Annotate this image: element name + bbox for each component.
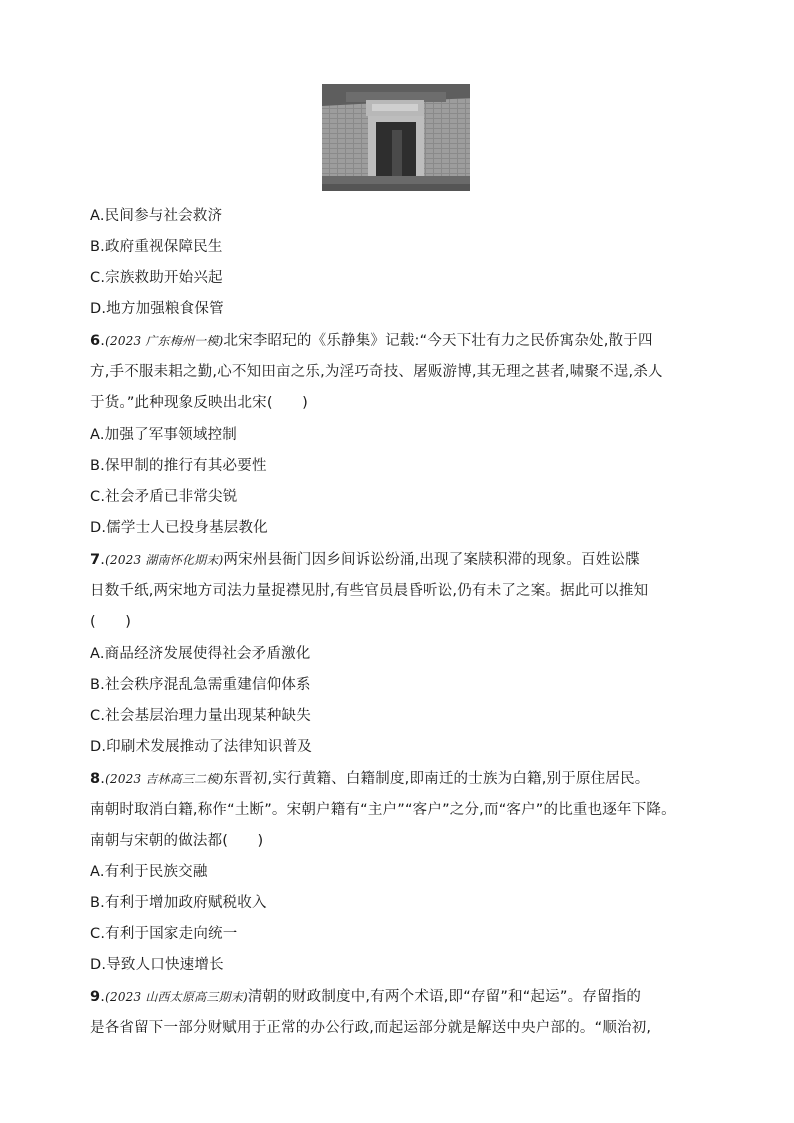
q5-option-a: A.民间参与社会救济 xyxy=(90,208,223,224)
q8-stem-line2: 南朝时取消白籍,称作“土断”。宋朝户籍有“主户”“客户”之分,而“客户”的比重也逐年下降。 xyxy=(90,802,676,818)
q8-number: 8 xyxy=(90,771,101,787)
q8-option-a: A.有利于民族交融 xyxy=(90,864,208,880)
q8-source: (2023 吉林高三二模) xyxy=(105,772,224,786)
q8-stem-line1: 8.(2023 吉林高三二模)东晋初,实行黄籍、白籍制度,即南迁的士族为白籍,别于原住居民。 xyxy=(90,771,650,787)
q8-option-b: B.有利于增加政府赋税收入 xyxy=(90,895,267,911)
q9-source: (2023 山西太原高三期末) xyxy=(105,990,248,1004)
q5-option-d: D.地方加强粮食保管 xyxy=(90,301,224,317)
q9-number: 9 xyxy=(90,989,101,1005)
q7-option-b: B.社会秩序混乱急需重建信仰体系 xyxy=(90,677,311,693)
q7-stem-line2: 日数千纸,两宋地方司法力量捉襟见肘,有些官员晨昏听讼,仍有未了之案。据此可以推知 xyxy=(90,583,649,599)
q6-option-a: A.加强了军事领域控制 xyxy=(90,427,237,443)
q7-stem-line1: 7.(2023 湖南怀化期末)两宋州县衙门因乡间诉讼纷涌,出现了案牍积滞的现象。百姓讼牒 xyxy=(90,552,640,568)
q7-option-a: A.商品经济发展使得社会矛盾激化 xyxy=(90,646,311,662)
q7-source: (2023 湖南怀化期末) xyxy=(105,553,224,567)
q9-stem-line2: 是各省留下一部分财赋用于正常的办公行政,而起运部分就是解送中央户部的。“顺治初, xyxy=(90,1020,652,1036)
q8-option-d: D.导致人口快速增长 xyxy=(90,957,224,973)
q7-option-d: D.印刷术发展推动了法律知识普及 xyxy=(90,739,312,755)
q6-stem-line3: 于货。”此种现象反映出北宋( ) xyxy=(90,395,308,411)
q6-number: 6 xyxy=(90,333,101,349)
q7-stem-line3: ( ) xyxy=(90,614,132,630)
ancestral-hall-photo xyxy=(322,84,470,191)
q7-number: 7 xyxy=(90,552,101,568)
q8-stem-line3: 南朝与宋朝的做法都( ) xyxy=(90,833,264,849)
q5-option-b: B.政府重视保障民生 xyxy=(90,239,223,255)
q6-option-b: B.保甲制的推行有其必要性 xyxy=(90,458,267,474)
q8-option-c: C.有利于国家走向统一 xyxy=(90,926,238,942)
q6-stem-line1: 6.(2023 广东梅州一模)北宋李昭玘的《乐静集》记载:“今天下壮有力之民侨寓杂处,散于四 xyxy=(90,333,653,349)
q6-stem-line2: 方,手不服耒耜之勤,心不知田亩之乐,为淫巧奇技、屠贩游博,其无理之甚者,啸聚不逞,杀人 xyxy=(90,364,663,380)
q6-option-c: C.社会矛盾已非常尖锐 xyxy=(90,489,238,505)
q9-stem-line1: 9.(2023 山西太原高三期末)清朝的财政制度中,有两个术语,即“存留”和“起运”。存留指的 xyxy=(90,989,642,1005)
q6-option-d: D.儒学士人已投身基层教化 xyxy=(90,520,268,536)
q5-option-c: C.宗族救助开始兴起 xyxy=(90,270,223,286)
q6-source: (2023 广东梅州一模) xyxy=(105,334,224,348)
q7-option-c: C.社会基层治理力量出现某种缺失 xyxy=(90,708,311,724)
